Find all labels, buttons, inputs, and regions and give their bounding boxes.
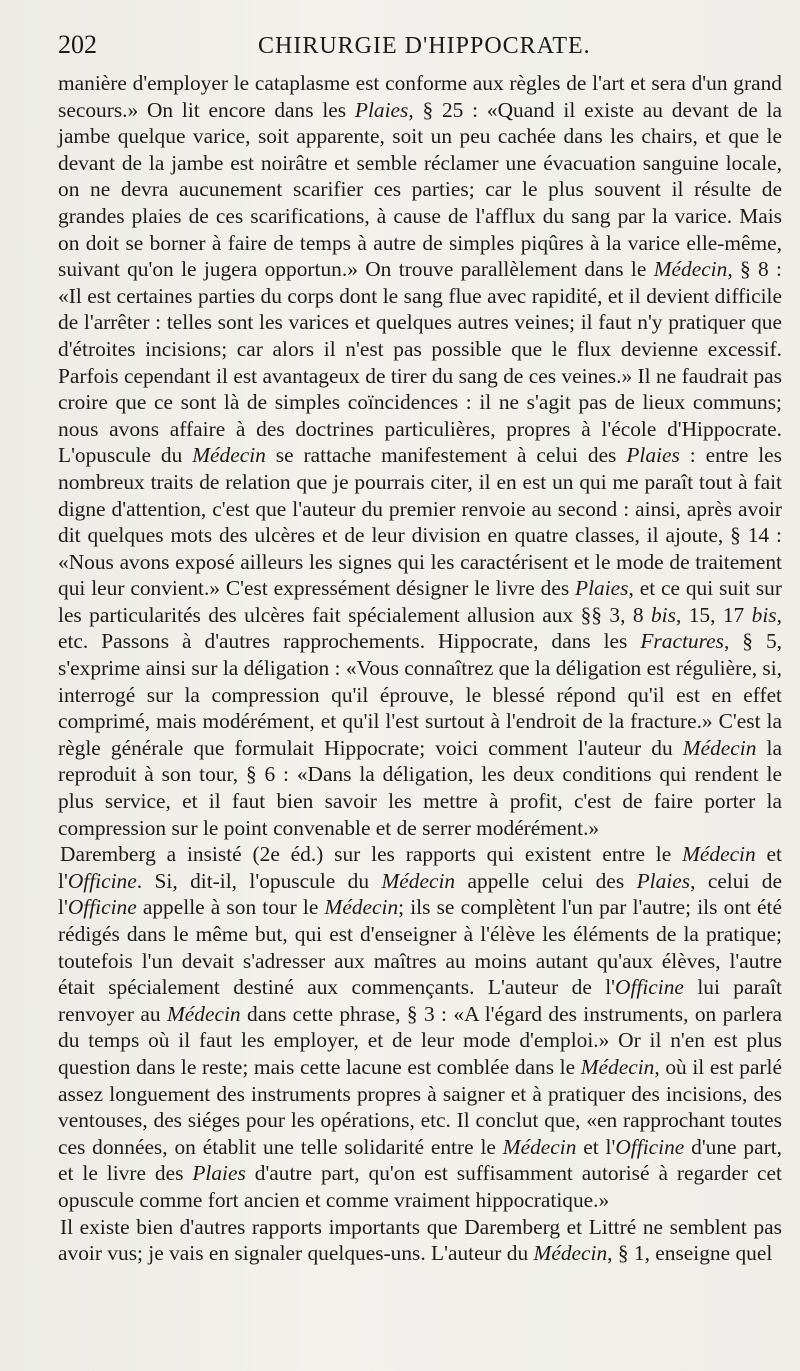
italic-title: Médecin <box>682 735 757 760</box>
italic-title: Médecin <box>533 1241 608 1266</box>
italic-title: Plaies <box>192 1161 246 1186</box>
italic-title: Plaies <box>626 443 680 468</box>
italic-title: Plaies <box>354 97 409 122</box>
italic-title: Médecin <box>502 1134 577 1159</box>
italic-title: bis <box>751 602 777 627</box>
italic-title: Médecin <box>192 443 266 468</box>
body-text <box>58 70 782 1267</box>
italic-title: Médecin <box>324 895 399 920</box>
italic-title: Plaies <box>575 576 629 601</box>
paragraph-2: Daremberg a insisté (2e éd.) sur les rapports qui existent entre le Médecin et l'Officine. Si, dit-il, l'opuscule du Médecin appelle celui des Plaies, celui de l'Officine appelle à son tour le Médecin; ils se complètent l'un par l'autre; ils ont été rédigés dans le même but, qui est d'enseigner à l'élève les éléments de la pratique; toutefois l'un devait s'adresser aux maîtres au moins autant qu'aux élèves, l'autre était spécialement destiné aux commençants. L'auteur de l'Officine lui paraît renvoyer au Médecin dans cette phrase, § 3 : «A l'égard des instruments, on parlera du temps où il faut les employer, et de leur mode d'emploi.» Or il n'en est plus question dans le reste; mais cette lacune est comblée dans le Médecin, où il est parlé assez longuement des instruments propres à saigner et à pratiquer des incisions, des ventouses, des siéges pour les opérations, etc. Il conclut que, «en rapprochant toutes ces données, on établit une telle solidarité entre le Médecin et l'Officine d'une part, et le livre des Plaies d'autre part, qu'on est suffisamment autorisé à regarder cet opuscule comme fort ancien et comme vraiment hippocratique.» <box>58 842 783 1212</box>
italic-title: Officine <box>615 1134 685 1159</box>
page-number: 202 <box>58 30 97 59</box>
italic-title: Fractures <box>640 629 724 654</box>
paragraph-3: Il existe bien d'autres rapports importants que Daremberg et Littré ne semblent pas avoir vus; je vais en signaler quelques-uns. L'auteur du Médecin, § 1, enseigne quel <box>58 1214 782 1266</box>
paragraph-1: manière d'employer le cataplasme est conforme aux règles de l'art et sera d'un grand secours.» On lit encore dans les Plaies, § 25 : «Quand il existe au devant de la jambe quelque varice, soit apparente, soit un peu cachée dans les chairs, et que le devant de la jambe est noirâtre et semble réclamer une évacuation sanguine locale, on ne devra aucunement scarifier ces parties; car le plus souvent il résulte de grandes plaies de ces scarifications, à cause de l'afflux du sang par la varice. Mais on doit se borner à faire de temps à autre de simples piqûres à la varice elle-même, suivant qu'on le jugera opportun.» On trouve parallèlement dans le Médecin, § 8 : «Il est certaines parties du corps dont le sang flue avec rapidité, et il devient difficile de l'arrêter : telles sont les varices et quelques autres veines; il faut n'y pratiquer que d'étroites incisions; car alors il n'est pas possible que le flux devienne excessif. Parfois cependant il est avantageux de tirer du sang de ces veines.» Il ne faudrait pas croire que ce sont là de simples coïncidences : il ne s'agit pas de lieux communs; nous avons affaire à des doctrines particulières, propres à l'école d'Hippocrate. L'opuscule du Médecin se rattache manifestement à celui des Plaies : entre les nombreux traits de relation que je pourrais citer, il en est un qui me paraît tout à fait digne d'attention, c'est que l'auteur du premier renvoie au second : ainsi, après avoir dit quelques mots des ulcères et de leur division en quatre classes, il ajoute, § 14 : «Nous avons exposé ailleurs les signes qui les caractérisent et le mode de traitement qui leur convient.» C'est expressément désigner le livre des Plaies, et ce qui suit sur les particularités des ulcères fait spécialement allusion aux §§ 3, 8 bis, 15, 17 bis, etc. Passons à d'autres rapprochements. Hippocrate, dans les Fractures, § 5, s'exprime ainsi sur la déligation : «Vous connaîtrez que la déligation est régulière, si, interrogé sur la compression qu'il éprouve, le blessé répond qu'il est en effet comprimé, mais modérément, et qu'il l'est surtout à l'endroit de la fracture.» C'est la règle générale que formulait Hippocrate; voici comment l'auteur du Médecin la reproduit à son tour, § 6 : «Dans la déligation, les deux conditions qui rendent le plus service, et il faut bien savoir les mettre à profit, c'est de faire porter la compression sur le point convenable et de serrer modérément.» <box>58 71 783 840</box>
italic-title: Plaies <box>636 868 691 893</box>
italic-title: Médecin <box>580 1054 655 1079</box>
italic-title: Officine <box>615 975 684 1000</box>
running-title: CHIRURGIE D'HIPPOCRATE. <box>258 33 591 59</box>
italic-title: Officine <box>67 895 137 920</box>
page-header <box>58 30 782 70</box>
italic-title: Médecin <box>682 842 756 867</box>
italic-title: Médecin <box>653 257 728 282</box>
italic-title: Médecin <box>166 1001 241 1026</box>
italic-title: Médecin <box>381 868 456 893</box>
italic-title: Officine <box>67 868 137 893</box>
italic-title: bis <box>650 602 676 627</box>
